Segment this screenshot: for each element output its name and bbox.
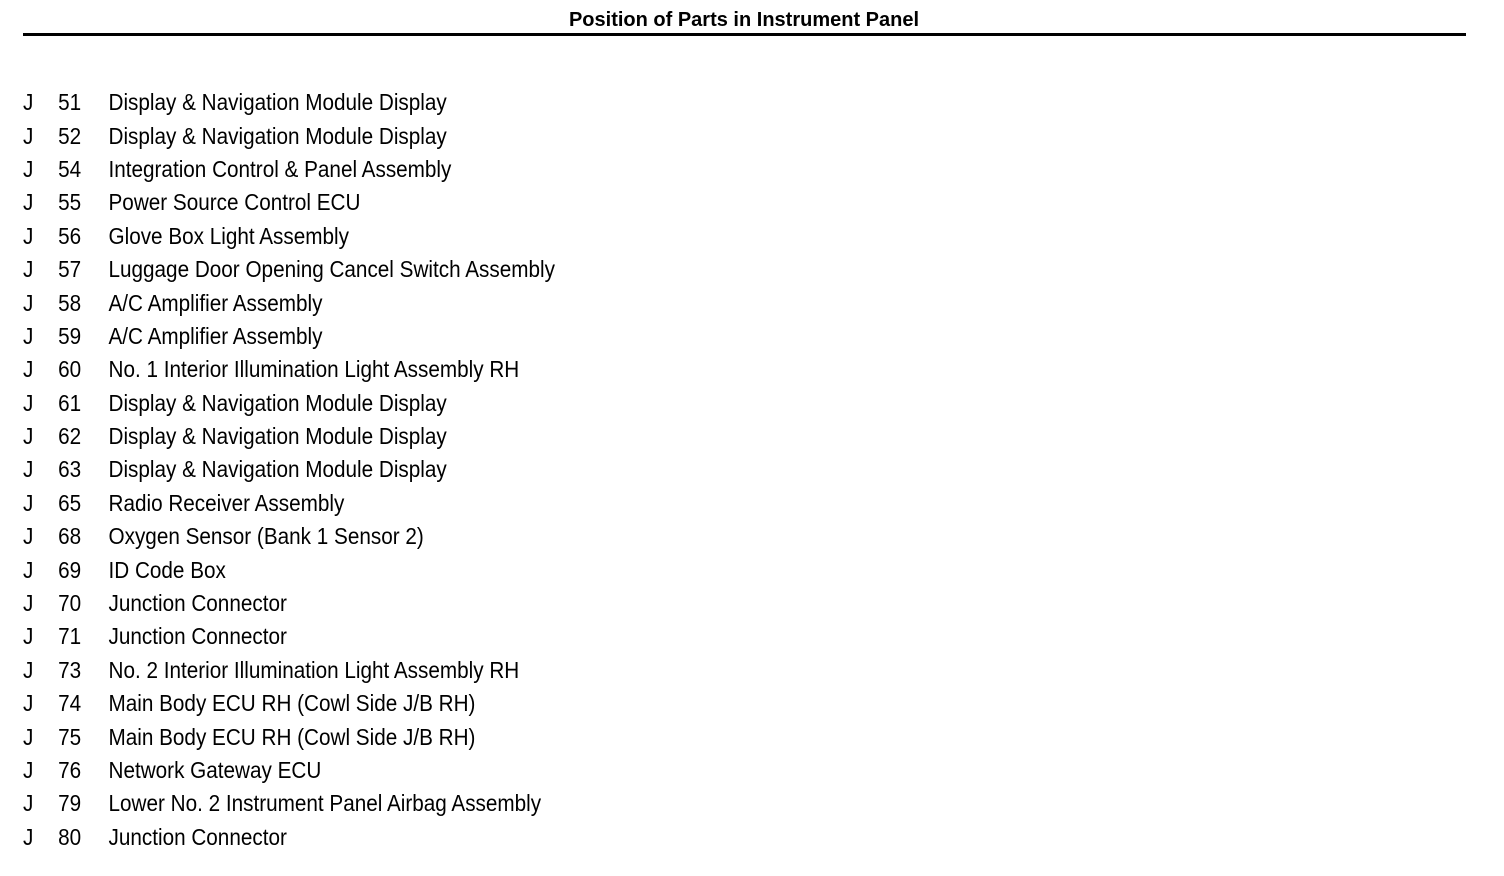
part-name: Network Gateway ECU bbox=[108, 757, 322, 783]
title-divider bbox=[23, 33, 1466, 36]
part-name: A/C Amplifier Assembly bbox=[108, 289, 323, 316]
part-connector-prefix: J bbox=[23, 423, 34, 450]
part-row bbox=[23, 286, 555, 319]
part-row bbox=[23, 387, 555, 420]
part-connector-number: 69 bbox=[58, 556, 82, 583]
part-name: Oxygen Sensor (Bank 1 Sensor 2) bbox=[108, 523, 424, 550]
part-row bbox=[23, 787, 555, 820]
part-name: No. 2 Interior Illumination Light Assembly RH bbox=[108, 656, 520, 683]
part-row bbox=[23, 553, 555, 586]
part-row bbox=[23, 220, 555, 253]
part-connector-prefix: J bbox=[23, 757, 34, 783]
part-row bbox=[23, 754, 555, 787]
part-connector-prefix: J bbox=[23, 623, 34, 650]
part-row bbox=[23, 587, 555, 620]
part-row bbox=[23, 687, 555, 720]
part-connector-prefix: J bbox=[23, 356, 34, 383]
part-name: Integration Control & Panel Assembly bbox=[108, 155, 452, 182]
part-connector-prefix: J bbox=[23, 289, 34, 316]
part-name: Power Source Control ECU bbox=[108, 189, 361, 216]
part-name: Glove Box Light Assembly bbox=[108, 222, 349, 249]
part-connector-number: 68 bbox=[58, 523, 82, 550]
part-row bbox=[23, 353, 555, 386]
part-name: No. 1 Interior Illumination Light Assembly RH bbox=[108, 356, 520, 383]
part-name: Lower No. 2 Instrument Panel Airbag Assembly bbox=[108, 790, 542, 817]
part-name: Junction Connector bbox=[108, 623, 287, 650]
part-connector-prefix: J bbox=[23, 823, 34, 850]
part-name: Luggage Door Opening Cancel Switch Assembly bbox=[108, 256, 555, 283]
part-connector-prefix: J bbox=[23, 690, 34, 717]
part-row bbox=[23, 520, 555, 553]
part-connector-number: 51 bbox=[58, 89, 82, 116]
part-connector-prefix: J bbox=[23, 790, 34, 817]
parts-list bbox=[23, 86, 614, 854]
part-connector-prefix: J bbox=[23, 523, 34, 550]
part-row bbox=[23, 320, 555, 353]
part-connector-number: 62 bbox=[58, 423, 82, 450]
part-name: Display & Navigation Module Display bbox=[108, 89, 447, 116]
part-connector-number: 56 bbox=[58, 222, 82, 249]
part-row bbox=[23, 119, 555, 152]
part-name: Junction Connector bbox=[108, 590, 287, 617]
part-connector-number: 79 bbox=[58, 790, 82, 817]
part-name: Display & Navigation Module Display bbox=[108, 122, 447, 149]
part-connector-prefix: J bbox=[23, 489, 34, 516]
part-connector-number: 61 bbox=[58, 389, 82, 416]
part-connector-prefix: J bbox=[23, 89, 34, 116]
part-connector-number: 76 bbox=[58, 757, 82, 783]
part-connector-prefix: J bbox=[23, 656, 34, 683]
part-row bbox=[23, 620, 555, 653]
part-row bbox=[23, 86, 555, 119]
part-connector-prefix: J bbox=[23, 122, 34, 149]
part-connector-number: 54 bbox=[58, 155, 82, 182]
part-row bbox=[23, 153, 555, 186]
part-connector-number: 58 bbox=[58, 289, 82, 316]
part-connector-number: 57 bbox=[58, 256, 82, 283]
part-connector-prefix: J bbox=[23, 155, 34, 182]
part-connector-prefix: J bbox=[23, 189, 34, 216]
part-name: Radio Receiver Assembly bbox=[108, 489, 345, 516]
part-row bbox=[23, 453, 555, 486]
part-name: Display & Navigation Module Display bbox=[108, 423, 447, 450]
part-connector-number: 80 bbox=[58, 823, 82, 850]
part-connector-number: 75 bbox=[58, 723, 82, 750]
part-connector-number: 55 bbox=[58, 189, 82, 216]
part-row bbox=[23, 720, 555, 753]
part-name: A/C Amplifier Assembly bbox=[108, 322, 323, 349]
part-connector-number: 71 bbox=[58, 623, 82, 650]
part-connector-prefix: J bbox=[23, 389, 34, 416]
part-connector-prefix: J bbox=[23, 256, 34, 283]
part-name: Main Body ECU RH (Cowl Side J/B RH) bbox=[108, 723, 476, 750]
part-connector-number: 70 bbox=[58, 590, 82, 617]
part-connector-number: 59 bbox=[58, 322, 82, 349]
part-name: Main Body ECU RH (Cowl Side J/B RH) bbox=[108, 690, 476, 717]
part-connector-prefix: J bbox=[23, 456, 34, 483]
part-connector-number: 73 bbox=[58, 656, 82, 683]
part-name: Display & Navigation Module Display bbox=[108, 456, 447, 483]
part-row bbox=[23, 420, 555, 453]
part-connector-number: 52 bbox=[58, 122, 82, 149]
part-name: ID Code Box bbox=[108, 556, 226, 583]
part-connector-prefix: J bbox=[23, 556, 34, 583]
part-connector-prefix: J bbox=[23, 723, 34, 750]
part-name: Junction Connector bbox=[108, 823, 287, 850]
part-name: Display & Navigation Module Display bbox=[108, 389, 447, 416]
part-row bbox=[23, 186, 555, 219]
part-row bbox=[23, 253, 555, 286]
part-row bbox=[23, 821, 555, 854]
page-title: Position of Parts in Instrument Panel bbox=[568, 9, 920, 31]
part-connector-number: 63 bbox=[58, 456, 82, 483]
part-row bbox=[23, 654, 555, 687]
part-row bbox=[23, 487, 555, 520]
part-connector-number: 65 bbox=[58, 489, 82, 516]
part-connector-number: 60 bbox=[58, 356, 82, 383]
part-connector-prefix: J bbox=[23, 322, 34, 349]
part-connector-prefix: J bbox=[23, 590, 34, 617]
part-connector-number: 74 bbox=[58, 690, 82, 717]
part-connector-prefix: J bbox=[23, 222, 34, 249]
